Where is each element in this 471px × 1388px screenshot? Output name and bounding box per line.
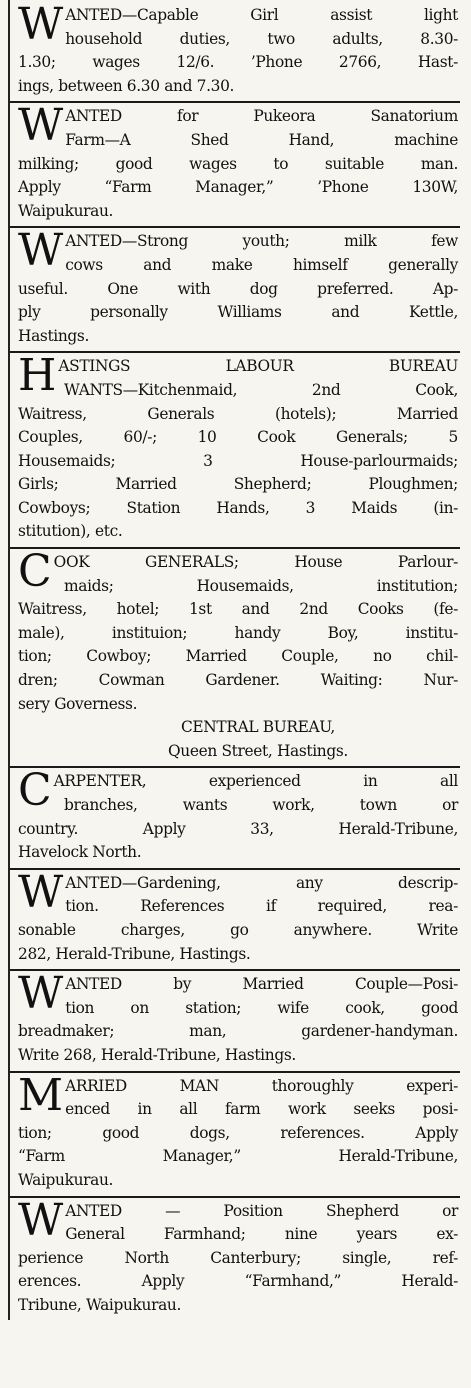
ad-line: sery Governess.: [18, 694, 138, 713]
classified-ad: [10, 103, 460, 228]
drop-cap: C: [18, 768, 52, 817]
ad-line: tion on station; wife cook, good: [65, 998, 458, 1017]
ad-line: WANTS—Kitchenmaid, 2nd Cook,: [64, 380, 458, 399]
ad-line: ply personally Williams and Kettle,: [18, 303, 458, 322]
ad-line: Waipukurau.: [18, 201, 114, 220]
classified-ad: [10, 1073, 460, 1198]
ad-line: ARRIED MAN thoroughly experi-: [65, 1076, 458, 1095]
classified-ad: [10, 768, 460, 869]
ad-line: General Farmhand; nine years ex-: [65, 1225, 458, 1244]
ad-signature: Queen Street, Hastings.: [168, 741, 348, 760]
drop-cap: C: [18, 549, 52, 598]
drop-cap: W: [18, 1197, 64, 1246]
ad-line: Couples, 60/-; 10 Cook Generals; 5: [18, 428, 458, 447]
ad-line: cows and make himself generally: [65, 255, 458, 274]
ad-line: ARPENTER, experienced in all: [53, 772, 458, 791]
ad-line: “Farm Manager,” Herald-Tribune,: [18, 1147, 458, 1166]
ad-line: Waitress, Generals (hotels); Married: [18, 404, 458, 423]
drop-cap: H: [18, 353, 57, 402]
ad-line: ASTINGS LABOUR BUREAU: [58, 357, 458, 376]
ad-line: 282, Herald-Tribune, Hastings.: [18, 944, 251, 963]
classified-ad: [10, 2, 460, 103]
ad-line: enced in all farm work seeks posi-: [65, 1100, 458, 1119]
classified-ad: [10, 353, 460, 549]
ad-line: Girls; Married Shepherd; Ploughmen;: [18, 475, 458, 494]
ad-line: stitution), etc.: [18, 522, 123, 541]
ad-line: milking; good wages to suitable man.: [18, 154, 458, 173]
classified-ad: [10, 1198, 460, 1321]
ad-signature: CENTRAL BUREAU,: [181, 718, 335, 737]
ad-line: male), instituion; handy Boy, institu-: [18, 623, 458, 642]
ad-line: maids; Housemaids, institution;: [64, 576, 458, 595]
ad-line: tion. References if required, rea-: [65, 897, 458, 916]
drop-cap: W: [18, 869, 64, 918]
ad-line: country. Apply 33, Herald-Tribune,: [18, 819, 458, 838]
ad-line: Apply “Farm Manager,” ’Phone 130W,: [18, 178, 458, 197]
ad-line: erences. Apply “Farmhand,” Herald-: [18, 1272, 458, 1291]
ad-line: household duties, two adults, 8.30-: [65, 29, 458, 48]
ad-line: Farm—A Shed Hand, machine: [65, 130, 458, 149]
ad-line: Cowboys; Station Hands, 3 Maids (in-: [18, 498, 458, 517]
drop-cap: W: [18, 228, 64, 277]
ad-line: tion; good dogs, references. Apply: [18, 1123, 458, 1142]
ad-line: 1.30; wages 12/6. ’Phone 2766, Hast-: [18, 53, 458, 72]
drop-cap: W: [18, 2, 64, 50]
ad-line: breadmaker; man, gardener-handyman.: [18, 1022, 458, 1041]
ad-line: perience North Canterbury; single, ref-: [18, 1248, 458, 1267]
ad-line: Waipukurau.: [18, 1170, 114, 1189]
ad-line: ANTED — Position Shepherd or: [65, 1201, 458, 1220]
ad-line: ANTED—Capable Girl assist light: [65, 6, 458, 24]
ad-line: ANTED by Married Couple—Posi-: [65, 975, 458, 994]
ad-line: OOK GENERALS; House Parlour-: [53, 553, 458, 572]
ad-line: useful. One with dog preferred. Ap-: [18, 279, 458, 298]
classified-column: [8, 0, 460, 1320]
drop-cap: W: [18, 971, 64, 1020]
ad-line: dren; Cowman Gardener. Waiting: Nur-: [18, 671, 458, 690]
classified-ad: [10, 971, 460, 1072]
drop-cap: W: [18, 103, 64, 152]
ad-line: ANTED—Strong youth; milk few: [65, 232, 458, 251]
ad-line: Write 268, Herald-Tribune, Hastings.: [18, 1045, 296, 1064]
ad-line: ANTED for Pukeora Sanatorium: [65, 107, 458, 126]
classified-ad: [10, 228, 460, 353]
classified-ad: [10, 870, 460, 971]
ad-line: branches, wants work, town or: [64, 796, 458, 814]
ad-line: ANTED—Gardening, any descrip-: [65, 873, 458, 892]
ad-line: Havelock North.: [18, 843, 142, 862]
ad-line: Waitress, hotel; 1st and 2nd Cooks (fe-: [18, 600, 458, 619]
ad-line: ings, between 6.30 and 7.30.: [18, 76, 235, 95]
ad-line: tion; Cowboy; Married Couple, no chil-: [18, 647, 458, 666]
ad-line: Tribune, Waipukurau.: [18, 1295, 182, 1314]
ad-line: Hastings.: [18, 326, 90, 345]
classified-ad: [10, 549, 460, 768]
drop-cap: M: [18, 1072, 64, 1121]
ad-line: Housemaids; 3 House-parlourmaids;: [18, 451, 458, 470]
ad-line: sonable charges, go anywhere. Write: [18, 920, 458, 939]
